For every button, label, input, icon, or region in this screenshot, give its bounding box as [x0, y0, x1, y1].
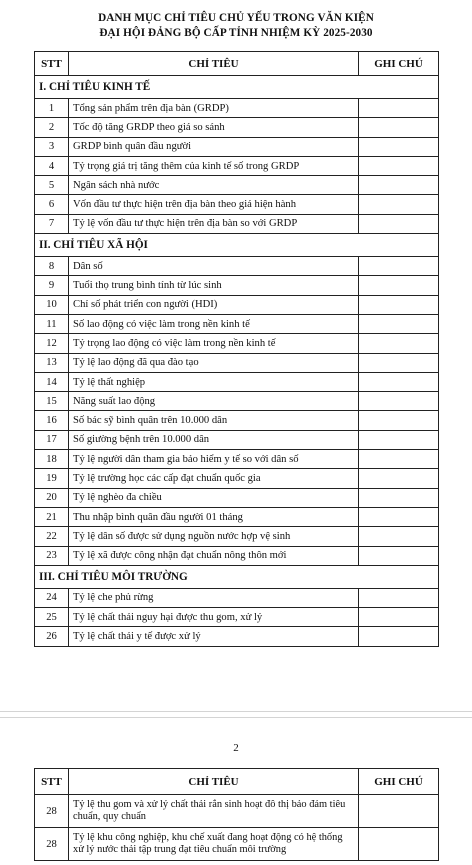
table-row [35, 137, 439, 156]
row-indicator: Ngân sách nhà nước [69, 176, 359, 195]
row-indicator: Tuổi thọ trung bình tính từ lúc sinh [69, 276, 359, 295]
table-row [35, 353, 439, 372]
table-row [35, 99, 439, 118]
title-line-2: ĐẠI HỘI ĐẢNG BỘ CẤP TỈNH NHIỆM KỲ 2025-2030 [99, 26, 373, 39]
row-stt: 2 [35, 118, 69, 137]
row-note [359, 411, 439, 430]
table-row [35, 527, 439, 546]
table-row [35, 469, 439, 488]
row-note [359, 546, 439, 565]
table-row [35, 276, 439, 295]
row-indicator: Tỷ lệ xã được công nhận đạt chuẩn nông thôn mới [69, 546, 359, 565]
row-indicator: Tỷ trọng giá trị tăng thêm của kinh tế số trong GRDP [69, 156, 359, 175]
table-row [35, 314, 439, 333]
row-note [359, 334, 439, 353]
row-note [359, 295, 439, 314]
section-row [35, 565, 439, 588]
row-indicator: Vốn đầu tư thực hiện trên địa bàn theo giá hiện hành [69, 195, 359, 214]
row-stt: 7 [35, 214, 69, 233]
table-row [35, 176, 439, 195]
indicator-table-body [35, 795, 439, 861]
row-indicator: Tỷ lệ vốn đầu tư thực hiện trên địa bàn so với GRDP [69, 214, 359, 233]
row-stt: 19 [35, 469, 69, 488]
row-stt: 9 [35, 276, 69, 295]
page-number: 2 [233, 742, 239, 754]
row-stt: 24 [35, 588, 69, 607]
row-note [359, 430, 439, 449]
row-indicator: Tỷ lệ lao động đã qua đào tạo [69, 353, 359, 372]
row-note [359, 795, 439, 828]
row-stt: 17 [35, 430, 69, 449]
table-row [35, 608, 439, 627]
table-row [35, 257, 439, 276]
row-stt: 3 [35, 137, 69, 156]
row-note [359, 828, 439, 861]
table-row [35, 372, 439, 391]
table-row [35, 546, 439, 565]
table-row [35, 295, 439, 314]
table-row [35, 195, 439, 214]
row-note [359, 392, 439, 411]
row-stt: 22 [35, 527, 69, 546]
row-note [359, 372, 439, 391]
row-stt: 28 [35, 828, 69, 861]
section-row [35, 76, 439, 99]
row-stt: 16 [35, 411, 69, 430]
indicator-table-page-2 [34, 768, 439, 861]
row-indicator: Dân số [69, 257, 359, 276]
row-note [359, 99, 439, 118]
header-ghi-chu: GHI CHÚ [359, 52, 439, 76]
indicator-table-body [35, 76, 439, 647]
row-indicator: Chỉ số phát triển con người (HDI) [69, 295, 359, 314]
header-chi-tieu: CHỈ TIÊU [69, 769, 359, 795]
row-stt: 4 [35, 156, 69, 175]
row-note [359, 276, 439, 295]
row-note [359, 137, 439, 156]
row-indicator: Tốc độ tăng GRDP theo giá so sánh [69, 118, 359, 137]
row-stt: 28 [35, 795, 69, 828]
table-row [35, 828, 439, 861]
row-note [359, 257, 439, 276]
table-row [35, 507, 439, 526]
indicator-table [34, 51, 439, 647]
row-indicator: Tỷ lệ dân số được sử dụng nguồn nước hợp vệ sinh [69, 527, 359, 546]
row-note [359, 314, 439, 333]
table-row [35, 156, 439, 175]
row-stt: 15 [35, 392, 69, 411]
row-indicator: Tỷ lệ trường học các cấp đạt chuẩn quốc gia [69, 469, 359, 488]
row-indicator: Tỷ lệ thất nghiệp [69, 372, 359, 391]
row-note [359, 588, 439, 607]
row-note [359, 118, 439, 137]
table-row [35, 118, 439, 137]
row-stt: 21 [35, 507, 69, 526]
row-stt: 8 [35, 257, 69, 276]
header-ghi-chu: GHI CHÚ [359, 769, 439, 795]
row-indicator: Số lao động có việc làm trong nền kinh tế [69, 314, 359, 333]
section-title: III. CHỈ TIÊU MÔI TRƯỜNG [35, 565, 439, 588]
section-title: II. CHỈ TIÊU XÃ HỘI [35, 234, 439, 257]
row-indicator: Tỷ lệ nghèo đa chiều [69, 488, 359, 507]
row-indicator: Số bác sỹ bình quân trên 10.000 dân [69, 411, 359, 430]
row-stt: 26 [35, 627, 69, 646]
row-stt: 25 [35, 608, 69, 627]
row-stt: 6 [35, 195, 69, 214]
row-stt: 12 [35, 334, 69, 353]
document-title [0, 11, 472, 40]
row-indicator: GRDP bình quân đầu người [69, 137, 359, 156]
row-indicator: Thu nhập bình quân đầu người 01 tháng [69, 507, 359, 526]
table-row [35, 430, 439, 449]
row-note [359, 488, 439, 507]
row-stt: 5 [35, 176, 69, 195]
page-break-line [0, 711, 472, 712]
table-row [35, 450, 439, 469]
row-stt: 23 [35, 546, 69, 565]
row-note [359, 469, 439, 488]
row-note [359, 176, 439, 195]
header-stt: STT [35, 52, 69, 76]
row-indicator: Tỷ lệ che phủ rừng [69, 588, 359, 607]
row-stt: 18 [35, 450, 69, 469]
row-stt: 14 [35, 372, 69, 391]
row-note [359, 214, 439, 233]
table-row [35, 795, 439, 828]
row-indicator: Tổng sản phẩm trên địa bàn (GRDP) [69, 99, 359, 118]
table-row [35, 214, 439, 233]
table-row [35, 627, 439, 646]
table-row [35, 411, 439, 430]
table-row [35, 588, 439, 607]
row-indicator: Tỷ trọng lao động có việc làm trong nền kinh tế [69, 334, 359, 353]
table-header-row [35, 769, 439, 795]
row-note [359, 527, 439, 546]
row-note [359, 195, 439, 214]
header-chi-tieu: CHỈ TIÊU [69, 52, 359, 76]
row-indicator: Tỷ lệ chất thải y tế được xử lý [69, 627, 359, 646]
row-note [359, 353, 439, 372]
row-stt: 10 [35, 295, 69, 314]
row-indicator: Năng suất lao động [69, 392, 359, 411]
row-indicator: Tỷ lệ người dân tham gia bảo hiểm y tế so với dân số [69, 450, 359, 469]
section-row [35, 234, 439, 257]
title-line-1: DANH MỤC CHỈ TIÊU CHỦ YẾU TRONG VĂN KIỆN [98, 12, 374, 24]
row-indicator: Tỷ lệ chất thải nguy hại được thu gom, xử lý [69, 608, 359, 627]
page-break-line [0, 717, 472, 718]
table-row [35, 392, 439, 411]
section-title: I. CHỈ TIÊU KINH TẾ [35, 76, 439, 99]
header-stt: STT [35, 769, 69, 795]
row-note [359, 627, 439, 646]
row-indicator: Tỷ lệ thu gom và xử lý chất thải rắn sinh hoạt đô thị bảo đảm tiêu chuẩn, quy chuẩn [69, 795, 359, 828]
row-note [359, 507, 439, 526]
row-indicator: Tỷ lệ khu công nghiệp, khu chế xuất đang hoạt động có hệ thống xử lý nước thải tập trung đạt tiêu chuẩn môi trường [69, 828, 359, 861]
row-note [359, 450, 439, 469]
row-stt: 20 [35, 488, 69, 507]
row-stt: 13 [35, 353, 69, 372]
table-header-row [35, 52, 439, 76]
row-stt: 1 [35, 99, 69, 118]
row-note [359, 156, 439, 175]
table-row [35, 488, 439, 507]
table-row [35, 334, 439, 353]
row-stt: 11 [35, 314, 69, 333]
row-note [359, 608, 439, 627]
row-indicator: Số giường bệnh trên 10.000 dân [69, 430, 359, 449]
